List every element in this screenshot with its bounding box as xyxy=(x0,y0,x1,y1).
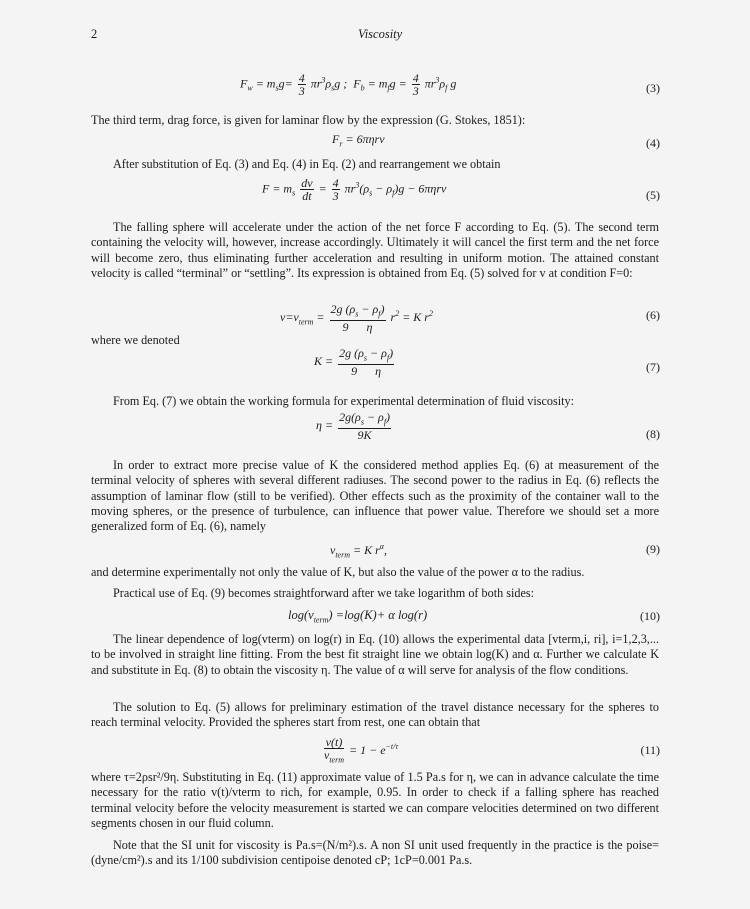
equation-6-number: (6) xyxy=(646,308,660,322)
paragraph-substitution: After substitution of Eq. (3) and Eq. (4) in Eq. (2) and rearrangement we obtain xyxy=(113,157,501,171)
equation-6: $v=v_{term}$ = $\frac{2g (\rho_s - \rho_f)}{9 \eta}$ $r^2 = K$ $r^2$ xyxy=(280,302,433,335)
equation-9: $v_{term} = K$ $r^\alpha$, xyxy=(330,542,387,560)
paragraph-determine: and determine experimentally not only the value of K, but also the value of the power α to the radius. xyxy=(91,565,585,579)
equation-5: $F = m_s$ $\frac{dv}{dt}$ = $\frac{4}{3}$ $\pi r^3(\rho_s - \rho_f)g - 6\pi\eta rv$ xyxy=(262,176,447,203)
paragraph-solution: The solution to Eq. (5) allows for preliminary estimation of the travel distance necessary for the spheres to reach terminal velocity. Provided the spheres start from rest, one can obtain that xyxy=(91,700,659,730)
equation-11-number: (11) xyxy=(640,743,660,757)
running-title: Viscosity xyxy=(358,27,403,41)
paragraph-where-denoted: where we denoted xyxy=(91,333,180,347)
equation-11: $\frac{v(t)}{v_{term}}$ = $1 - e^{-t/\tau}$ xyxy=(324,735,399,765)
equation-4: $F_r = 6\pi\eta rv$ xyxy=(332,132,385,149)
paragraph-drag-force: The third term, drag force, is given for laminar flow by the expression (G. Stokes, 1851): xyxy=(91,113,526,127)
page-number: 2 xyxy=(91,27,98,41)
paragraph-tau: where τ=2ρsr²/9η. Substituting in Eq. (11) approximate value of 1.5 Pa.s for η, we can in advance calculate the time necessary for the ratio v(t)/vterm to rich, for example, 0.95. In order to check if a falling sphere has reached terminal velocity before the velocity measurement is started we can compare velocities determined on two different segments chosen in our fluid column. xyxy=(91,770,659,830)
equation-10-number: (10) xyxy=(640,609,660,623)
equation-3-number: (3) xyxy=(646,81,660,95)
paragraph-linear-dependence: The linear dependence of log(vterm) on log(r) in Eq. (10) allows the experimental data [vterm,i, ri], i=1,2,3,... to be involved in straight line fitting. From the best fit straight line we obtain log(K) and α. Further we calculate K and substitute in Eq. (8) to obtain the viscosity η. The value of α will serve for analysis of the flow conditions. xyxy=(91,632,659,677)
equation-5-number: (5) xyxy=(646,188,660,202)
equation-3: $F_w = m_sg=$ $\frac{4}{3}$ $\pi r^3\rho_sg$ ; $F_b = m_fg$ = $\frac{4}{3}$ $\pi r^3\rho_f$ g xyxy=(240,71,457,98)
equation-10: $\log(v_{term}) =\log(K)+ \alpha$ log(r) xyxy=(288,608,428,625)
paragraph-si-unit: Note that the SI unit for viscosity is Pa.s=(N/m²).s. A non SI unit used frequently in the practice is the poise= (dyne/cm²).s and its 1/100 subdivision centipoise denoted cP; 1cP=0.001 Pa.s. xyxy=(91,838,659,868)
equation-4-number: (4) xyxy=(646,136,660,150)
equation-9-number: (9) xyxy=(646,542,660,556)
equation-8: η = $\frac{2g(\rho_s - \rho_f)}{9K}$ xyxy=(316,410,391,443)
paragraph-working-formula: From Eq. (7) we obtain the working formula for experimental determination of fluid viscosity: xyxy=(113,394,574,408)
paragraph-practical-use: Practical use of Eq. (9) becomes straightforward after we take logarithm of both sides: xyxy=(113,586,535,600)
equation-7: K = $\frac{2g (\rho_s - \rho_f)}{9 \eta}$ xyxy=(314,346,394,379)
paragraph-terminal-velocity: The falling sphere will accelerate under the action of the net force F according to Eq. (5). The second term containing the velocity will, however, increase accordingly. Ultimately it will cancel the first term and the net force will become zero, thus eliminating further acceleration and resulting in uniform motion. The attained constant velocity is called “terminal” or “settling”. Its expression is obtained from Eq. (5) solved for v at condition F=0: xyxy=(91,220,659,280)
paragraph-precise-value: In order to extract more precise value of K the considered method applies Eq. (6) at measurement of the terminal velocity of spheres with several different radiuses. The second power to the radius in Eq. (6) reflects the assumption of laminar flow (still to be verified). Other effects such as the proximity of the container wall to the moving spheres, or the presence of turbulence, can influence that power value. Therefore we should set a more generalized form of Eq. (6), namely xyxy=(91,458,659,534)
equation-7-number: (7) xyxy=(646,360,660,374)
equation-8-number: (8) xyxy=(646,427,660,441)
